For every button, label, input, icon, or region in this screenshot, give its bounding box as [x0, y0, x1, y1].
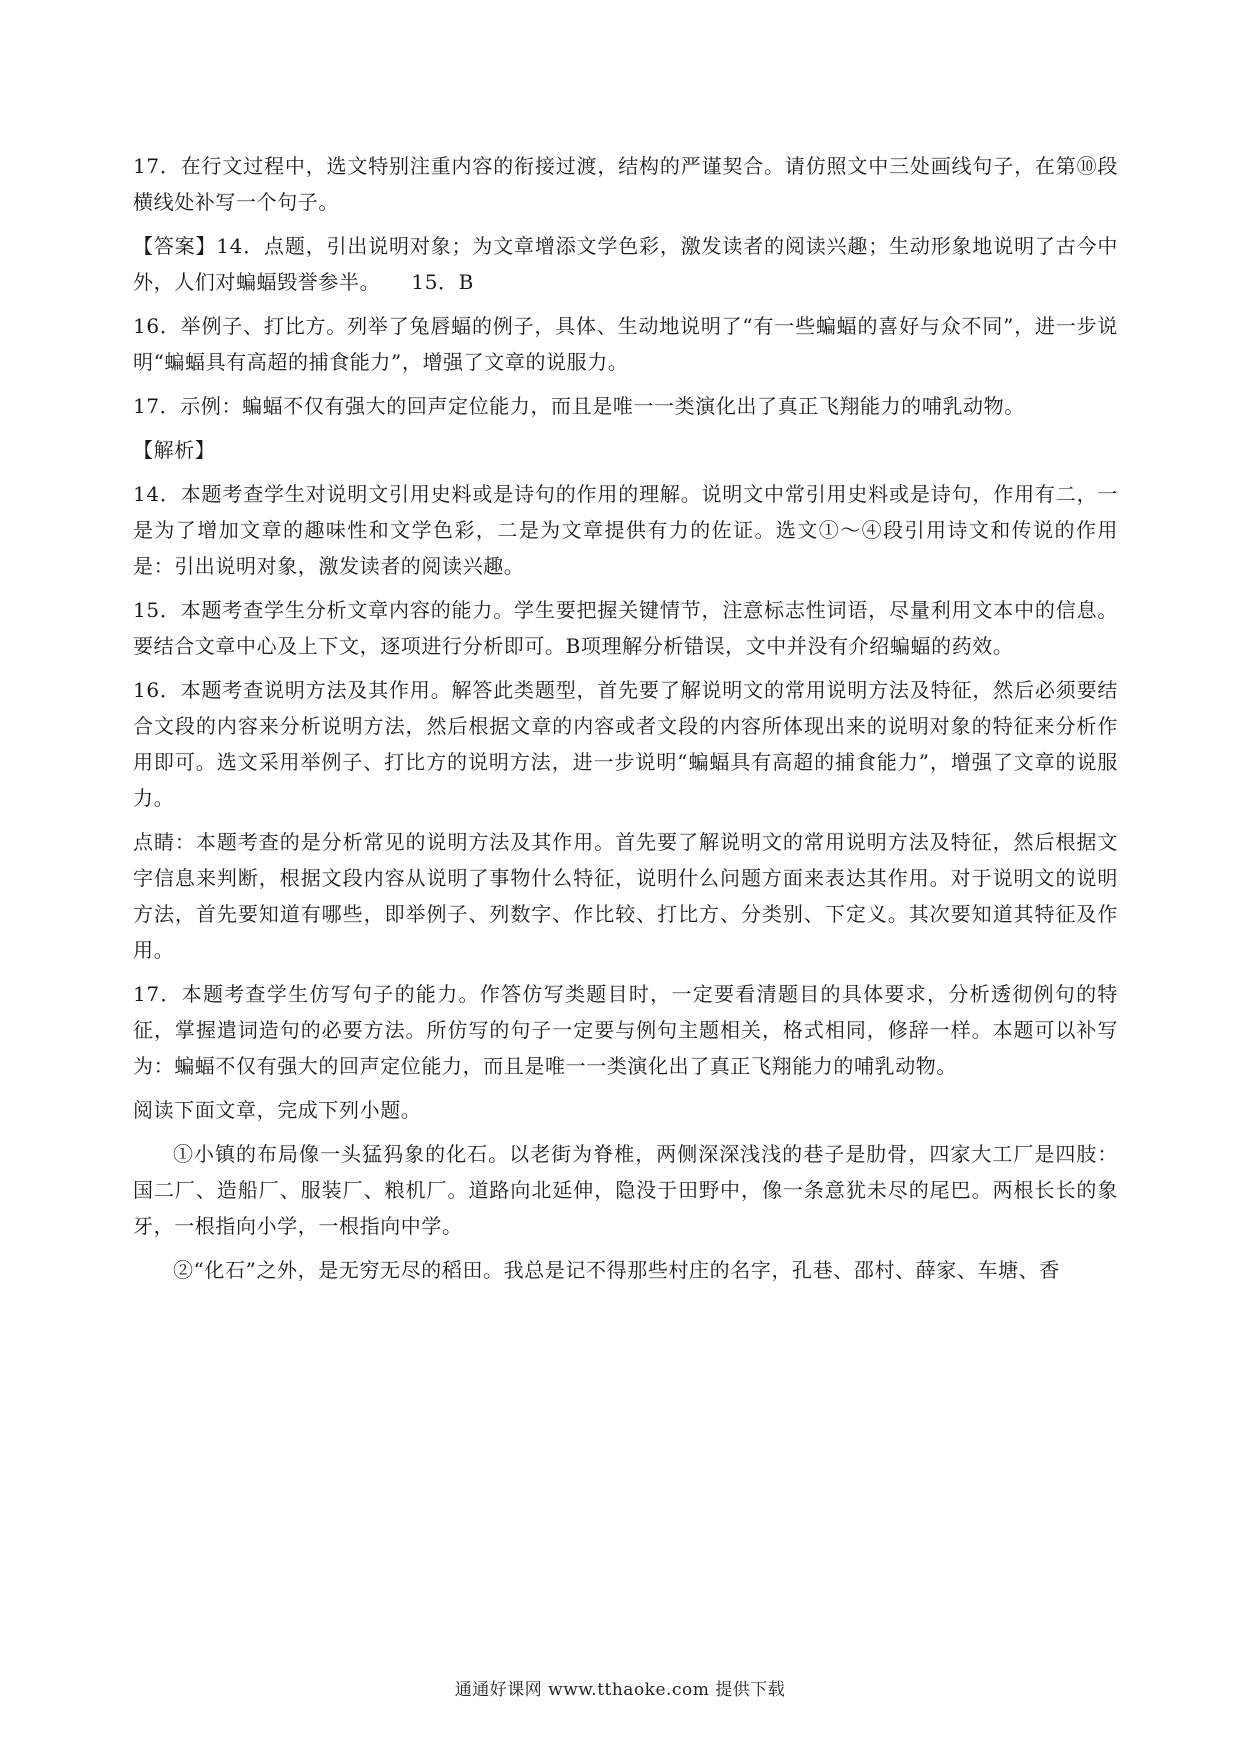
analysis-15: 15．本题考查学生分析文章内容的能力。学生要把握关键情节，注意标志性词语，尽量利用文本中的信息。要结合文章中心及上下文，逐项进行分析即可。B项理解分析错误，文中并没有介绍蝙蝠的药效。	[133, 598, 1118, 658]
reading-paragraph-2: ②“化石”之外，是无穷无尽的稻田。我总是记不得那些村庄的名字，孔巷、邵村、薛家、车塘、香	[173, 1258, 1060, 1282]
analysis-17: 17．本题考查学生仿写句子的能力。作答仿写类题目时，一定要看清题目的具体要求，分析透彻例句的特征，掌握遣词造句的必要方法。所仿写的句子一定要与例句主题相关，格式相同，修辞一样。本题可以补写为：蝙蝠不仅有强大的回声定位能力，而且是唯一一类演化出了真正飞翔能力的哺乳动物。	[133, 982, 1118, 1078]
document-body	[133, 148, 1118, 1296]
analysis-heading: 【解析】	[133, 438, 216, 462]
analysis-tip: 点睛：本题考查的是分析常见的说明方法及其作用。首先要了解说明文的常用说明方法及特征，然后根据文字信息来判断，根据文段内容从说明了事物什么特征，说明什么问题方面来表达其作用。对于说明文的说明方法，首先要知道有哪些，即举例子、列数字、作比较、打比方、分类别、下定义。其次要知道其特征及作用。	[133, 830, 1118, 962]
analysis-14: 14．本题考查学生对说明文引用史料或是诗句的作用的理解。说明文中常引用史料或是诗句，作用有二，一是为了增加文章的趣味性和文学色彩，二是为文章提供有力的佐证。选文①～④段引用诗文和传说的作用是：引出说明对象，激发读者的阅读兴趣。	[133, 482, 1118, 578]
analysis-16: 16．本题考查说明方法及其作用。解答此类题型，首先要了解说明文的常用说明方法及特征，然后必须要结合文段的内容来分析说明方法，然后根据文章的内容或者文段的内容所体现出来的说明对象的特征来分析作用即可。选文采用举例子、打比方的说明方法，进一步说明“蝙蝠具有高超的捕食能力”，增强了文章的说服力。	[133, 678, 1118, 810]
reading-paragraph-1: ①小镇的布局像一头猛犸象的化石。以老街为脊椎，两侧深深浅浅的巷子是肋骨，四家大工厂是四肢：国二厂、造船厂、服装厂、粮机厂。道路向北延伸，隐没于田野中，像一条意犹未尽的尾巴。两根长长的象牙，一根指向小学，一根指向中学。	[133, 1142, 1118, 1238]
answer-14-15: 【答案】14．点题，引出说明对象；为文章增添文学色彩，激发读者的阅读兴趣；生动形象地说明了古今中外，人们对蝙蝠毁誉参半。 15．B	[133, 234, 1118, 294]
answer-16: 16．举例子、打比方。列举了兔唇蝠的例子，具体、生动地说明了“有一些蝙蝠的喜好与众不同”，进一步说明“蝙蝠具有高超的捕食能力”，增强了文章的说服力。	[133, 314, 1118, 374]
page-footer: 通通好课网 www.tthaoke.com 提供下载	[454, 1680, 786, 1700]
answer-17: 17．示例：蝙蝠不仅有强大的回声定位能力，而且是唯一一类演化出了真正飞翔能力的哺乳动物。	[133, 394, 1025, 418]
question-17-prompt: 17．在行文过程中，选文特别注重内容的衔接过渡，结构的严谨契合。请仿照文中三处画线句子，在第⑩段横线处补写一个句子。	[133, 154, 1118, 214]
reading-instruction: 阅读下面文章，完成下列小题。	[133, 1098, 422, 1122]
